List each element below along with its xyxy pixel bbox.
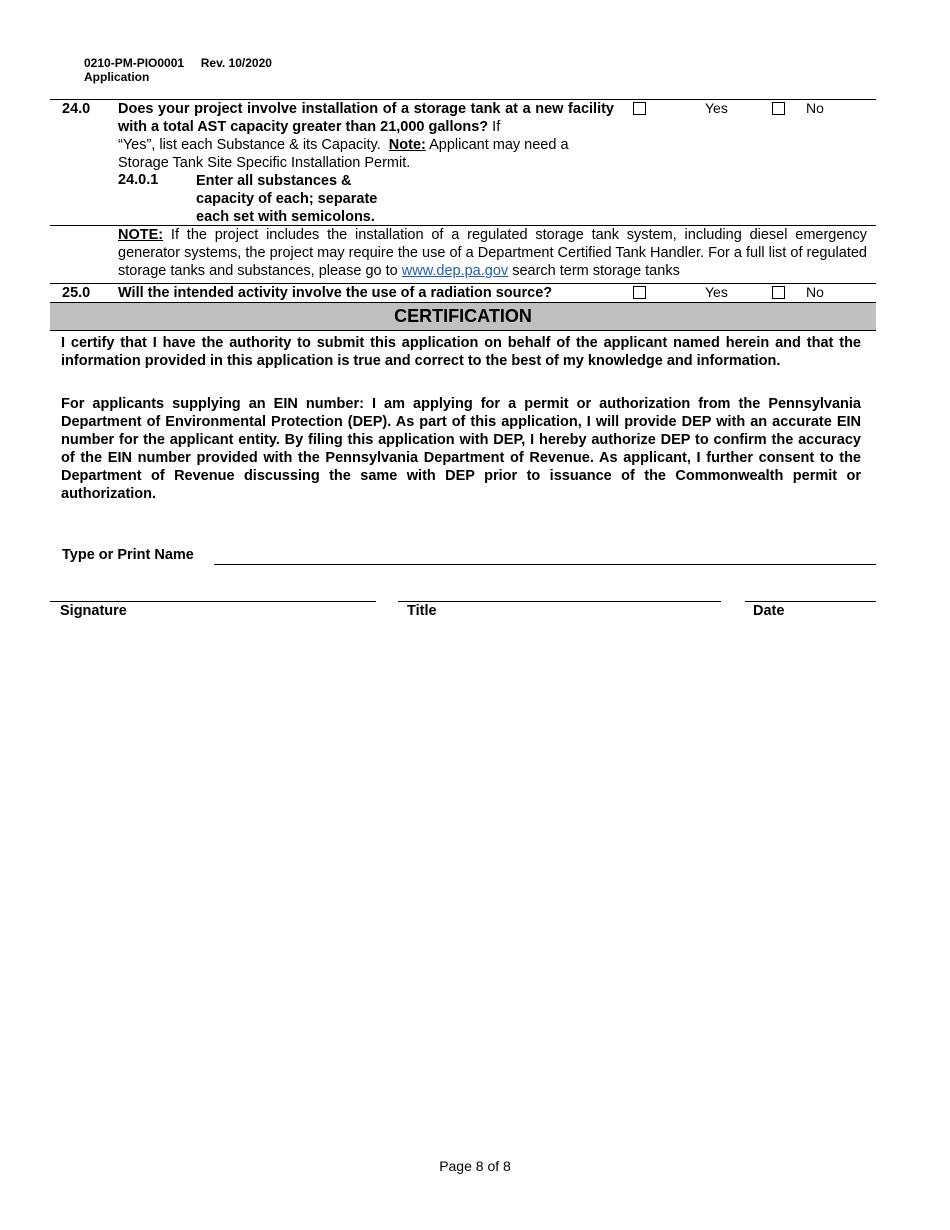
tank-note-text: If the project includes the installation of a regulated storage tank system, including diesel emergency generator systems, the project may require the use of a Department Certified Tank Handler. For a full list of regulated storage tanks and substances, please go to <box>118 227 867 279</box>
form-revision: Rev. 10/2020 <box>200 56 272 70</box>
q24-no-checkbox[interactable] <box>772 102 785 115</box>
title-label: Title <box>407 603 437 619</box>
form-number: 0210-PM-PIO0001 <box>84 56 185 70</box>
q24-number: 24.0 <box>62 101 91 117</box>
q25-yes-label: Yes <box>705 284 728 300</box>
tank-note <box>118 226 867 280</box>
q25-yes-checkbox[interactable] <box>633 286 646 299</box>
signature-label: Signature <box>60 603 127 619</box>
divider <box>50 330 876 331</box>
date-line[interactable] <box>745 601 876 602</box>
certification-heading: CERTIFICATION <box>50 303 876 330</box>
page-number: Page 8 of 8 <box>439 1158 511 1174</box>
q25-no-checkbox[interactable] <box>772 286 785 299</box>
certification-statement: I certify that I have the authority to submit this application on behalf of the applicant named herein and that the information provided in this application is true and correct to the best of my knowledge and information. <box>61 335 861 369</box>
tank-note-label: NOTE: <box>118 227 164 243</box>
q24-note-label: Note: <box>388 137 426 153</box>
q24-sub-number: 24.0.1 <box>118 172 159 188</box>
date-label: Date <box>753 603 785 619</box>
dep-website-link[interactable]: www.dep.pa.gov <box>401 263 509 279</box>
q25-number: 25.0 <box>62 285 91 301</box>
q24-line4: Storage Tank Site Specific Installation Permit. <box>118 155 411 171</box>
q24-sub-line-2: capacity of each; separate <box>196 191 378 207</box>
q24-yes-checkbox[interactable] <box>633 102 646 115</box>
tank-note-text-post: search term storage tanks <box>512 263 680 279</box>
q24-question <box>118 100 614 172</box>
q24-sub-line-1: Enter all substances & <box>196 173 352 189</box>
q25-question: Will the intended activity involve the use of a radiation source? <box>118 285 553 301</box>
q24-no-label: No <box>806 100 824 116</box>
print-name-line[interactable] <box>214 564 876 565</box>
divider <box>50 283 876 284</box>
q24-tail-if: If <box>492 119 501 135</box>
q24-line3-post: Applicant may need a <box>429 137 569 153</box>
q25-no-label: No <box>806 284 824 300</box>
form-doc-type: Application <box>84 70 150 84</box>
q24-sub-text <box>196 172 396 226</box>
ein-statement: For applicants supplying an EIN number: I am applying for a permit or authorization from the Pennsylvania Department of Environmental Protection (DEP). As part of this application, I will provide DEP with an accurate EIN number for the applicant entity. By filing this application with DEP, I hereby authorize DEP to confirm the accuracy of the EIN number provided with the Pennsylvania Department of Revenue. As applicant, I further consent to the Department of Revenue discussing the same with DEP prior to issuance of the Commonwealth permit or authorization. <box>61 396 861 502</box>
q24-yes-label: Yes <box>705 100 728 116</box>
form-header <box>84 56 272 84</box>
title-line[interactable] <box>398 601 721 602</box>
q24-question-bold: Does your project involve installation of a storage tank at a new facility with a total AST capacity greater than 21,000 gallons? <box>118 101 614 135</box>
q24-sub-line-3: each set with semicolons. <box>196 209 375 225</box>
signature-line[interactable] <box>50 601 376 602</box>
print-name-label: Type or Print Name <box>62 547 194 563</box>
q24-line3-pre: “Yes”, list each Substance & its Capacity. <box>118 137 381 153</box>
